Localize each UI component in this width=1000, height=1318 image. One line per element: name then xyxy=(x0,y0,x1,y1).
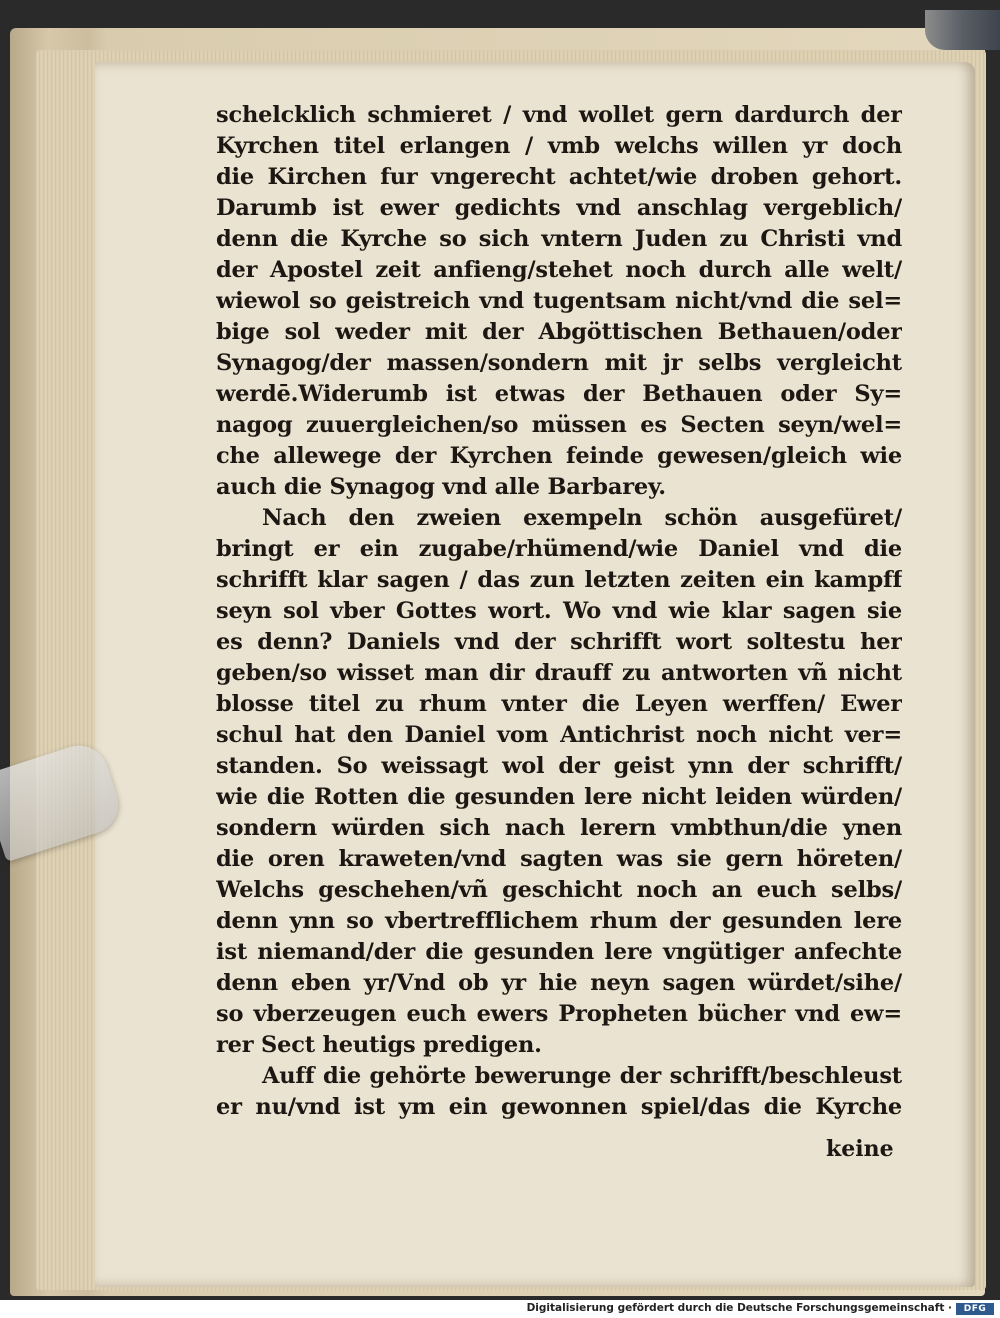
text-line: blosse titel zu rhum vnter die Leyen werffen/ Ewer xyxy=(216,691,902,717)
footer-credit: Digitalisierung gefördert durch die Deutsche Forschungsgemeinschaft · xyxy=(526,1302,952,1314)
book-spine xyxy=(925,10,1000,50)
text-line: er nu/vnd ist ym ein gewonnen spiel/das die Kyrche xyxy=(216,1094,902,1120)
text-line: standen. So weissagt wol der geist ynn der schrifft/ xyxy=(216,753,902,779)
catchword: keine xyxy=(826,1136,894,1162)
text-line: denn die Kyrche so sich vntern Juden zu Christi vnd xyxy=(216,226,902,252)
text-line: schrifft klar sagen / das zun letzten zeiten ein kampff xyxy=(216,567,902,593)
text-line: schelcklich schmieret / vnd wollet gern dardurch der xyxy=(216,102,902,128)
text-line: Welchs geschehen/vñ geschicht noch an euch selbs/ xyxy=(216,877,902,903)
text-line: denn eben yr/Vnd ob yr hie neyn sagen würdet/sihe/ xyxy=(216,970,902,996)
page-text xyxy=(216,100,902,1123)
text-line: so vberzeugen euch ewers Propheten bücher vnd ew= xyxy=(216,1001,902,1027)
text-line: werdē.Widerumb ist etwas der Bethauen oder Sy= xyxy=(216,381,902,407)
footer-bar xyxy=(0,1300,1000,1318)
text-line: denn ynn so vbertrefflichem rhum der gesunden lere xyxy=(216,908,902,934)
text-line: wiewol so geistreich vnd tugentsam nicht/vnd die sel= xyxy=(216,288,902,314)
text-line: die oren kraweten/vnd sagten was sie gern höreten/ xyxy=(216,846,902,872)
text-line: Auff die gehörte bewerunge der schrifft/beschleust xyxy=(262,1063,902,1089)
text-line: bringt er ein zugabe/rhümend/wie Daniel vnd die xyxy=(216,536,902,562)
text-line: der Apostel zeit anfieng/stehet noch durch alle welt/ xyxy=(216,257,902,283)
text-line: geben/so wisset man dir drauff zu antworten vñ nicht xyxy=(216,660,902,686)
text-line: es denn? Daniels vnd der schrifft wort soltestu her xyxy=(216,629,902,655)
dfg-logo: DFG xyxy=(956,1303,994,1315)
text-line: sondern würden sich nach lerern vmbthun/die ynen xyxy=(216,815,902,841)
text-line: Kyrchen titel erlangen / vmb welchs willen yr doch xyxy=(216,133,902,159)
text-line: Darumb ist ewer gedichts vnd anschlag vergeblich/ xyxy=(216,195,902,221)
text-line: che allewege der Kyrchen feinde gewesen/gleich wie xyxy=(216,443,902,469)
text-line: schul hat den Daniel vom Antichrist noch nicht ver= xyxy=(216,722,902,748)
text-line: nagog zuuergleichen/so müssen es Secten seyn/wel= xyxy=(216,412,902,438)
text-line: auch die Synagog vnd alle Barbarey. xyxy=(216,474,666,500)
text-line: die Kirchen fur vngerecht achtet/wie droben gehort. xyxy=(216,164,902,190)
text-line: ist niemand/der die gesunden lere vngütiger anfechte xyxy=(216,939,902,965)
text-line: Synagog/der massen/sondern mit jr selbs vergleicht xyxy=(216,350,902,376)
text-line: Nach den zweien exempeln schön ausgefüret/ xyxy=(262,505,902,531)
text-line: rer Sect heutigs predigen. xyxy=(216,1032,542,1058)
text-line: wie die Rotten die gesunden lere nicht leiden würden/ xyxy=(216,784,902,810)
text-line: bige sol weder mit der Abgöttischen Bethauen/oder xyxy=(216,319,902,345)
text-line: seyn sol vber Gottes wort. Wo vnd wie klar sagen sie xyxy=(216,598,902,624)
